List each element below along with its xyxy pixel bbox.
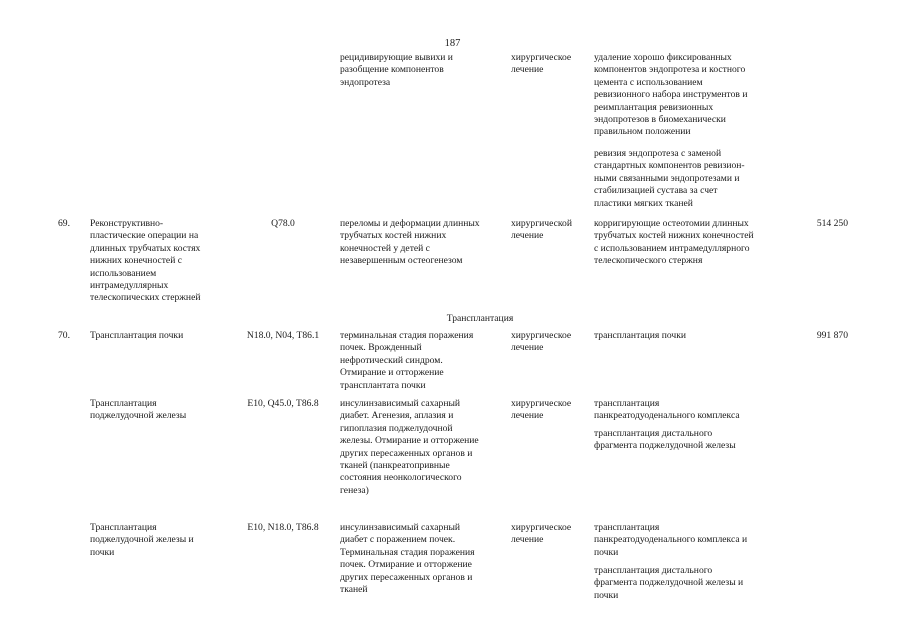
cost-cell: 991 870 [816,330,848,341]
method-cell: корригирующие остеотомии длинных трубчатых костей нижних конечностей с использованием интрамедуллярного телескопического стержня [594,218,754,267]
page-number: 187 [444,38,461,49]
method-cell: удаление хорошо фиксированных компонентов эндопротеза и костного цемента с использованием ревизионного набора инструментов и реимплантация ревизионных эндопротезов в биомеханически правильном положении [594,52,748,138]
treatment-cell: хирургическое лечение [511,398,572,422]
name-cell: Реконструктивно- пластические операции на длинных трубчатых костях нижних конечностей с использованием интрамедуллярных телескопических стержней [90,218,201,304]
code-cell: E10, N18.0, T86.8 [247,522,319,533]
code-cell: N18.0, N04, T86.1 [246,330,320,341]
model-cell: инсулинзависимый сахарный диабет. Агенезия, аплазия и гипоплазия поджелудочной железы. Отмирание и отторжение других пересаженных органов и тканей (панкреатопривные состояния неонкологического генеза) [340,398,479,496]
cost-cell: 514 250 [816,218,848,229]
treatment-cell: хирургическое лечение [511,52,572,76]
code-cell: E10, Q45.0, T86.8 [247,398,319,409]
method-cell: трансплантация панкреатодуоденального комплекса [594,398,740,422]
method-cell: трансплантация дистального фрагмента поджелудочной железы [594,428,736,452]
method-cell: ревизия эндопротеза с заменой стандартных компонентов ревизион- ными связанными эндопротезами и стабилизацией сустава за счет пластики мягких тканей [594,148,745,209]
treatment-cell: хирургической лечение [511,218,572,242]
section-title: Трансплантация [446,313,514,324]
model-cell: рецидивирующие вывихи и разобщение компонентов эндопротеза [340,52,453,88]
name-cell: Трансплантация почки [90,330,184,341]
method-cell: трансплантация почки [594,330,687,341]
code-cell: Q78.0 [271,218,295,229]
method-cell: трансплантация дистального фрагмента поджелудочной железы и почки [594,565,744,601]
name-cell: Трансплантация поджелудочной железы и почки [90,522,194,558]
model-cell: инсулинзависимый сахарный диабет с поражением почек. Терминальная стадия поражения почек. Отмирание и отторжение других пересаженных органов и тканей [340,522,475,596]
name-cell: Трансплантация поджелудочной железы [90,398,187,422]
treatment-cell: хирургическое лечение [511,522,572,546]
row-number: 70. [58,330,70,341]
model-cell: терминальная стадия поражения почек. Врожденный нефротический синдром. Отмирание и отторжение трансплантата почки [340,330,474,391]
model-cell: переломы и деформации длинных трубчатых костей нижних конечностей у детей с незавершенным остеогенезом [340,218,480,267]
method-cell: трансплантация панкреатодуоденального комплекса и почки [594,522,748,558]
row-number: 69. [58,218,70,229]
treatment-cell: хирургическое лечение [511,330,572,354]
